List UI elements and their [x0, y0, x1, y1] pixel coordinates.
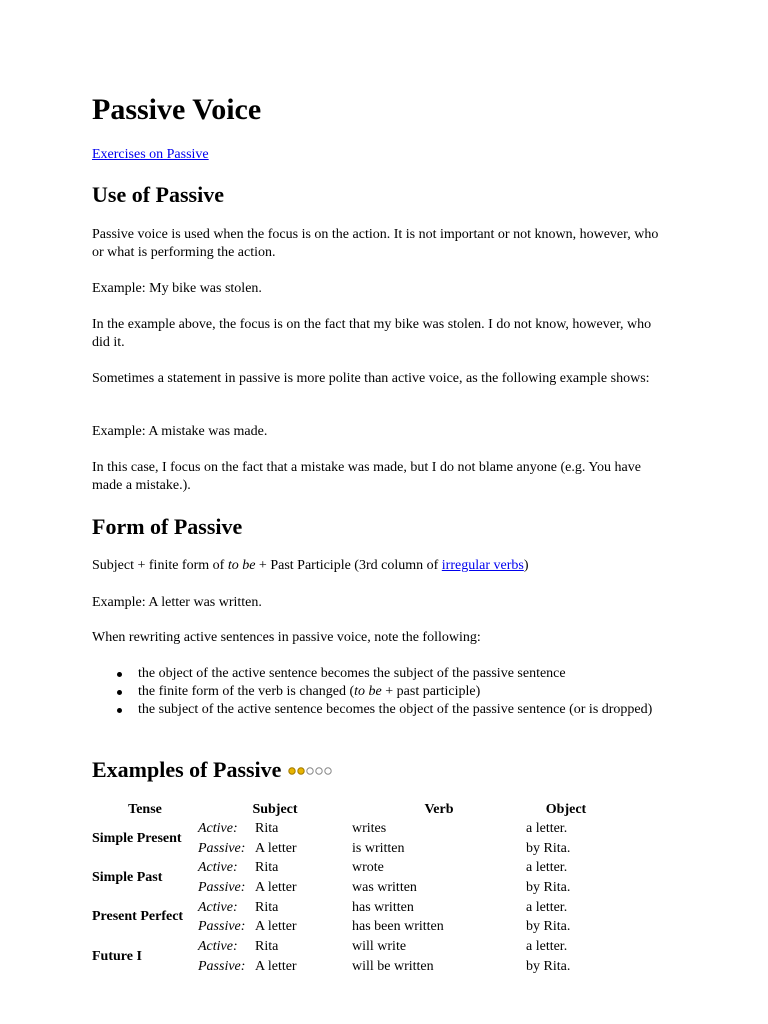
verb-cell: was written	[352, 879, 417, 895]
formula-mid: + Past Participle (3rd column of	[255, 558, 442, 573]
subject-cell: A letter	[255, 879, 297, 895]
bullet2-suffix: + past participle)	[381, 684, 481, 699]
bullet2-italic: to be	[354, 684, 382, 699]
form-example: Example: A letter was written.	[92, 595, 262, 610]
header-subject: Subject	[252, 801, 298, 817]
subject-cell: Rita	[255, 899, 279, 915]
list-item: the subject of the active sentence becomes the object of the passive sentence (or is dropped)	[138, 701, 672, 719]
verb-cell: will be written	[352, 958, 434, 974]
page-title: Passive Voice	[92, 93, 262, 126]
voice-label: Active:	[198, 938, 238, 954]
difficulty-rating	[287, 757, 335, 783]
use-paragraph-4: Sometimes a statement in passive is more polite than active voice, as the following example shows:	[92, 371, 650, 386]
subject-cell: A letter	[255, 958, 297, 974]
use-paragraph-2: Example: My bike was stolen.	[92, 281, 262, 296]
formula-italic: to be	[227, 558, 256, 573]
rating-dot-empty	[316, 768, 322, 774]
voice-label: Active:	[198, 820, 238, 836]
list-item	[138, 683, 672, 701]
object-cell: a letter.	[526, 938, 568, 954]
tense-cell: Simple Present	[92, 830, 182, 846]
use-paragraph-5: Example: A mistake was made.	[92, 424, 268, 439]
voice-label: Active:	[198, 899, 238, 915]
verb-cell: has been written	[352, 919, 444, 935]
use-paragraph-3: In the example above, the focus is on the fact that my bike was stolen. I do not know, however, who did it.	[92, 317, 652, 350]
header-tense: Tense	[128, 801, 162, 817]
rating-dot-empty	[325, 768, 331, 774]
formula-prefix: Subject + finite form of	[92, 558, 228, 573]
form-heading: Form of Passive	[92, 514, 243, 539]
form-intro: When rewriting active sentences in passive voice, note the following:	[92, 630, 481, 645]
irregular-verbs-link[interactable]: irregular verbs	[441, 558, 524, 573]
table-row	[92, 858, 606, 878]
rating-dot-filled	[298, 768, 304, 774]
subject-cell: Rita	[255, 938, 279, 954]
voice-label: Passive:	[198, 958, 246, 974]
bullet2-prefix: the finite form of the verb is changed (	[138, 684, 355, 699]
table-row	[92, 898, 606, 918]
examples-heading-text: Examples of Passive	[92, 757, 282, 782]
formula-suffix: )	[523, 558, 529, 573]
voice-label: Passive:	[198, 879, 246, 895]
object-cell: by Rita.	[526, 958, 571, 974]
table-row	[92, 937, 606, 957]
voice-label: Active:	[198, 860, 238, 876]
verb-cell: writes	[352, 820, 387, 836]
header-object: Object	[545, 801, 587, 817]
subject-cell: A letter	[255, 919, 297, 935]
use-paragraph-1: Passive voice is used when the focus is on the action. It is not important or not known, however, who or what is performing the action.	[92, 227, 659, 260]
object-cell: by Rita.	[526, 919, 571, 935]
rating-dot-filled	[289, 768, 295, 774]
header-verb: Verb	[424, 801, 454, 817]
subject-cell: Rita	[255, 860, 279, 876]
tense-cell: Present Perfect	[92, 909, 184, 925]
voice-label: Passive:	[198, 840, 246, 856]
object-cell: a letter.	[526, 860, 568, 876]
object-cell: a letter.	[526, 820, 568, 836]
exercises-link[interactable]: Exercises on Passive	[92, 147, 209, 162]
use-paragraph-6: In this case, I focus on the fact that a mistake was made, but I do not blame anyone (e.g. You have made a mistake.).	[92, 460, 641, 493]
rating-dots-icon	[287, 765, 335, 777]
table-header-row	[92, 800, 606, 819]
object-cell: by Rita.	[526, 879, 571, 895]
subject-cell: Rita	[255, 820, 279, 836]
examples-table	[92, 800, 606, 977]
tense-cell: Simple Past	[92, 870, 163, 886]
tense-cell: Future I	[92, 948, 142, 964]
table-row	[92, 819, 606, 839]
rules-list	[92, 665, 672, 719]
list-item: the object of the active sentence becomes the subject of the passive sentence	[138, 665, 672, 683]
form-formula	[92, 557, 672, 575]
verb-cell: has written	[352, 899, 414, 915]
object-cell: a letter.	[526, 899, 568, 915]
object-cell: by Rita.	[526, 840, 571, 856]
rating-dot-empty	[307, 768, 313, 774]
verb-cell: is written	[352, 840, 405, 856]
subject-cell: A letter	[255, 840, 297, 856]
examples-heading	[92, 757, 335, 785]
use-heading: Use of Passive	[92, 182, 224, 207]
verb-cell: wrote	[352, 860, 384, 876]
voice-label: Passive:	[198, 919, 246, 935]
verb-cell: will write	[352, 938, 407, 954]
